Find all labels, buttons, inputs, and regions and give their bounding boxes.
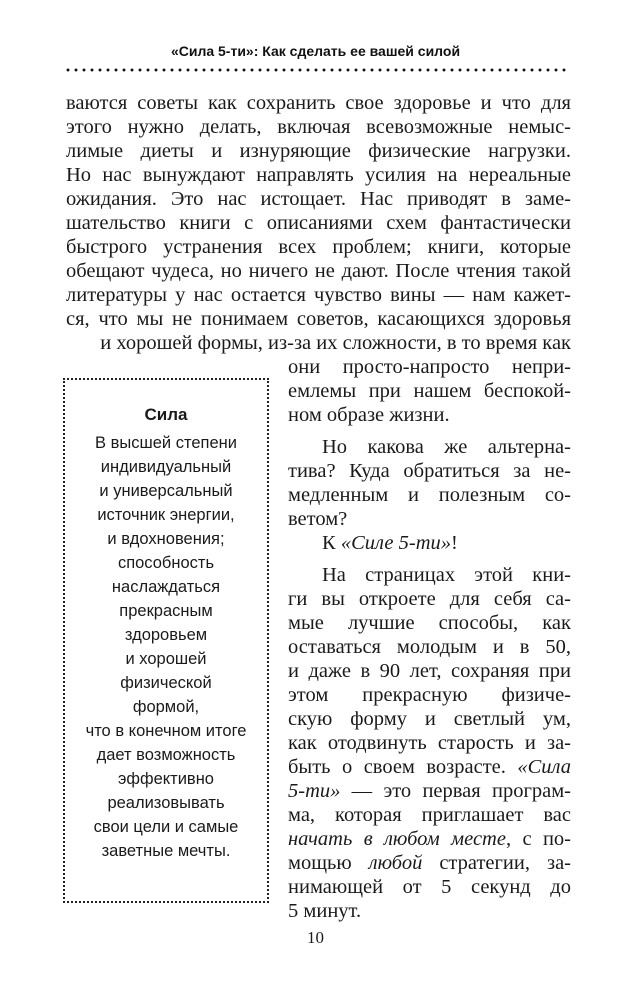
sidebar-line: В высшей степени	[95, 434, 237, 452]
column-line-mixed	[288, 826, 571, 852]
sidebar-line: формой,	[132, 698, 200, 716]
sidebar-line: заветные мечты.	[101, 842, 231, 860]
five-ti-italic: 5-ти»	[288, 780, 341, 802]
sidebar-line: и универсальный	[99, 482, 233, 500]
column-line: оставаться молодым и в 50,	[288, 636, 571, 658]
text-span: быть о своем возрасте.	[288, 756, 506, 778]
sidebar-line: источник энергии,	[97, 506, 235, 524]
sidebar-line: прекрасным	[119, 602, 213, 620]
column-line: этом прекрасную физиче-	[288, 684, 571, 706]
sidebar-box	[63, 378, 269, 903]
column-line: как отодвинуть старость и за-	[288, 732, 571, 754]
text-span: — это первая програм-	[351, 780, 572, 802]
column-line-k-sile	[322, 530, 571, 556]
body-line: обещают чудеса, но ничего не дают. После чтения такой	[66, 260, 571, 282]
column-line: скую форму и светлый ум,	[288, 708, 571, 730]
body-line: и хорошей формы, из-за их сложности, в то время как	[100, 332, 571, 354]
sile-5-ti-italic: «Силе 5-ти»	[340, 532, 452, 554]
text-span: , с по-	[505, 828, 571, 850]
page-number: 10	[307, 928, 324, 947]
sidebar-line: свои цели и самые	[93, 818, 239, 836]
sidebar-line: наслаждаться	[111, 578, 221, 596]
column-line: ном образе жизни.	[288, 404, 450, 426]
column-line: медленным и полезным со-	[288, 484, 571, 506]
column-line: нимающей от 5 секунд до	[288, 876, 571, 898]
column-line: и даже в 90 лет, сохраняя при	[288, 660, 571, 682]
text-span: мощью	[288, 852, 352, 874]
column-line: На страницах этой кни-	[322, 564, 571, 586]
running-head: «Сила 5-ти»: Как сделать ее вашей силой	[170, 43, 461, 59]
exclaim: !	[451, 532, 458, 554]
body-line: этого нужно делать, включая всевозможные немыс-	[66, 116, 571, 138]
sidebar-line: реализовывать	[107, 794, 225, 812]
column-line: 5 минут.	[288, 900, 362, 922]
sidebar-line: дает возможность	[96, 746, 236, 764]
sidebar-line: физической	[120, 674, 212, 692]
sidebar-line: здоровьем	[124, 626, 208, 644]
column-line: мые лучшие способы, как	[288, 612, 571, 634]
column-line: они просто-напросто непри-	[288, 356, 571, 378]
sidebar-title: Сила	[144, 405, 188, 424]
body-line: шательство книги с описаниями схем фантастически	[66, 212, 571, 234]
body-line: литературы у нас остается чувство вины — нам кажет-	[66, 284, 571, 306]
body-line: ожидания. Это нас истощает. Нас приводят в заме-	[66, 188, 571, 210]
body-line: ся, что мы не понимаем советов, касающихся здоровья	[66, 308, 571, 330]
sidebar-line: и вдохновения;	[107, 530, 225, 548]
column-line-mixed	[288, 754, 571, 780]
body-line: Но нас вынуждают направлять усилия на нереальные	[66, 164, 571, 186]
sidebar-line: и хорошей	[125, 650, 207, 668]
text-span: стратегии, за-	[439, 852, 571, 874]
column-line: емлемы при нашем беспокой-	[288, 380, 571, 402]
sidebar-line: эффективно	[118, 770, 214, 788]
column-line: ги вы откроете для себя са-	[288, 588, 571, 610]
column-line: тива? Куда обратиться за не-	[288, 460, 571, 482]
body-line: ваются советы как сохранить свое здоровье и что для	[66, 92, 571, 114]
column-line: Но какова же альтерна-	[322, 436, 571, 458]
sidebar-line: индивидуальный	[100, 458, 232, 476]
column-line: ма, которая приглашает вас	[288, 804, 571, 826]
body-line: быстрого устранения всех проблем; книги, которые	[66, 236, 571, 258]
column-line: ветом?	[288, 508, 348, 530]
sila-italic: «Сила	[517, 756, 571, 778]
k-prefix: К	[322, 532, 336, 554]
sidebar-line: способность	[117, 554, 215, 572]
column-line-mixed	[288, 850, 571, 876]
column-line-mixed	[288, 778, 571, 804]
body-line: лимые диеты и изнуряющие физические нагрузки.	[66, 140, 571, 162]
nachat-italic: начать в любом месте	[288, 828, 506, 850]
lyuboy-italic: любой	[368, 852, 423, 874]
sidebar-line: что в конечном итоге	[85, 722, 247, 740]
dotted-rule	[64, 68, 570, 72]
